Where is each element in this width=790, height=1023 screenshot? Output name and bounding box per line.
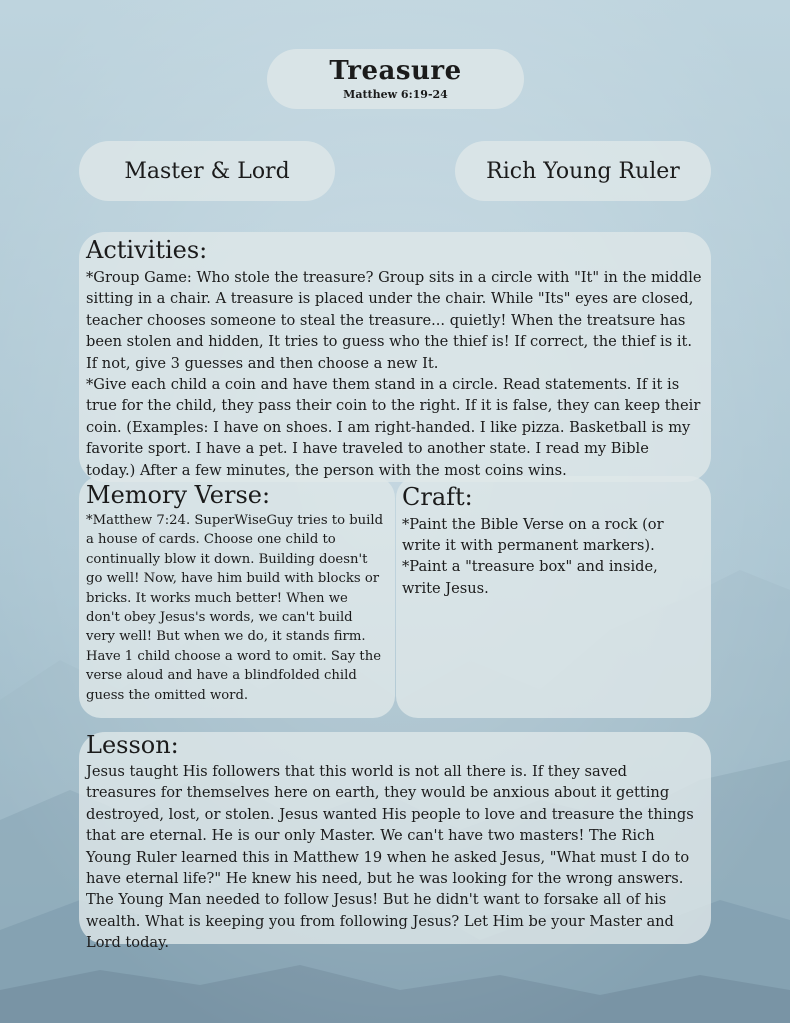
craft-heading: Craft:	[402, 483, 473, 511]
craft-body: *Paint the Bible Verse on a rock (or write it with permanent markers). *Paint a "treasure box" and inside, write Jesus.	[402, 516, 664, 597]
activities-body: *Group Game: Who stole the treasure? Group sits in a circle with "It" in the middle sitting in a chair. A treasure is placed under the chair. While "Its" eyes are closed, teacher chooses someone to steal the treasure... quietly! When the treatsure has been stolen and hidden, It tries to guess who the thief is! If correct, the thief is it. If not, give 3 guesses and then choose a new It. *Give each child a coin and have them stand in a circle. Read statements. If it is true for the child, they pass their coin to the right. If it is false, they can keep their coin. (Examples: I have on shoes. I am right-handed. I like pizza. Basketball is my favorite sport. I have a pet. I have traveled to another state. I read my Bible today.) After a few minutes, the person with the most coins wins.	[86, 269, 702, 479]
activities-heading: Activities:	[86, 236, 208, 264]
theme-pill-rich-young-ruler: Rich Young Ruler	[455, 141, 711, 201]
scripture-reference: Matthew 6:19-24	[343, 88, 448, 101]
lesson-heading: Lesson:	[86, 731, 179, 759]
page-title: Treasure	[329, 56, 462, 86]
title-card	[267, 49, 524, 109]
memory-verse-heading: Memory Verse:	[86, 481, 271, 509]
memory-verse-body: *Matthew 7:24. SuperWiseGuy tries to build a house of cards. Choose one child to continually blow it down. Building doesn't go well! Now, have him build with blocks or bricks. It works much better! When we don't obey Jesus's words, we can't build very well! But when we do, it stands firm. Have 1 child choose a word to omit. Say the verse aloud and have a blindfolded child guess the omitted word.	[86, 513, 384, 703]
theme-pill-master-lord: Master & Lord	[79, 141, 335, 201]
lesson-body: Jesus taught His followers that this world is not all there is. If they saved treasures for themselves here on earth, they would be anxious about it getting destroyed, lost, or stolen. Jesus wanted His people to love and treasure the things that are eternal. He is our only Master. We can't have two masters! The Rich Young Ruler learned this in Matthew 19 when he asked Jesus, "What must I do to have eternal life?" He knew his need, but he was looking for the wrong answers. The Young Man needed to follow Jesus! But he didn't want to forsake all of his wealth. What is keeping you from following Jesus? Let Him be your Master and Lord today.	[86, 763, 694, 952]
